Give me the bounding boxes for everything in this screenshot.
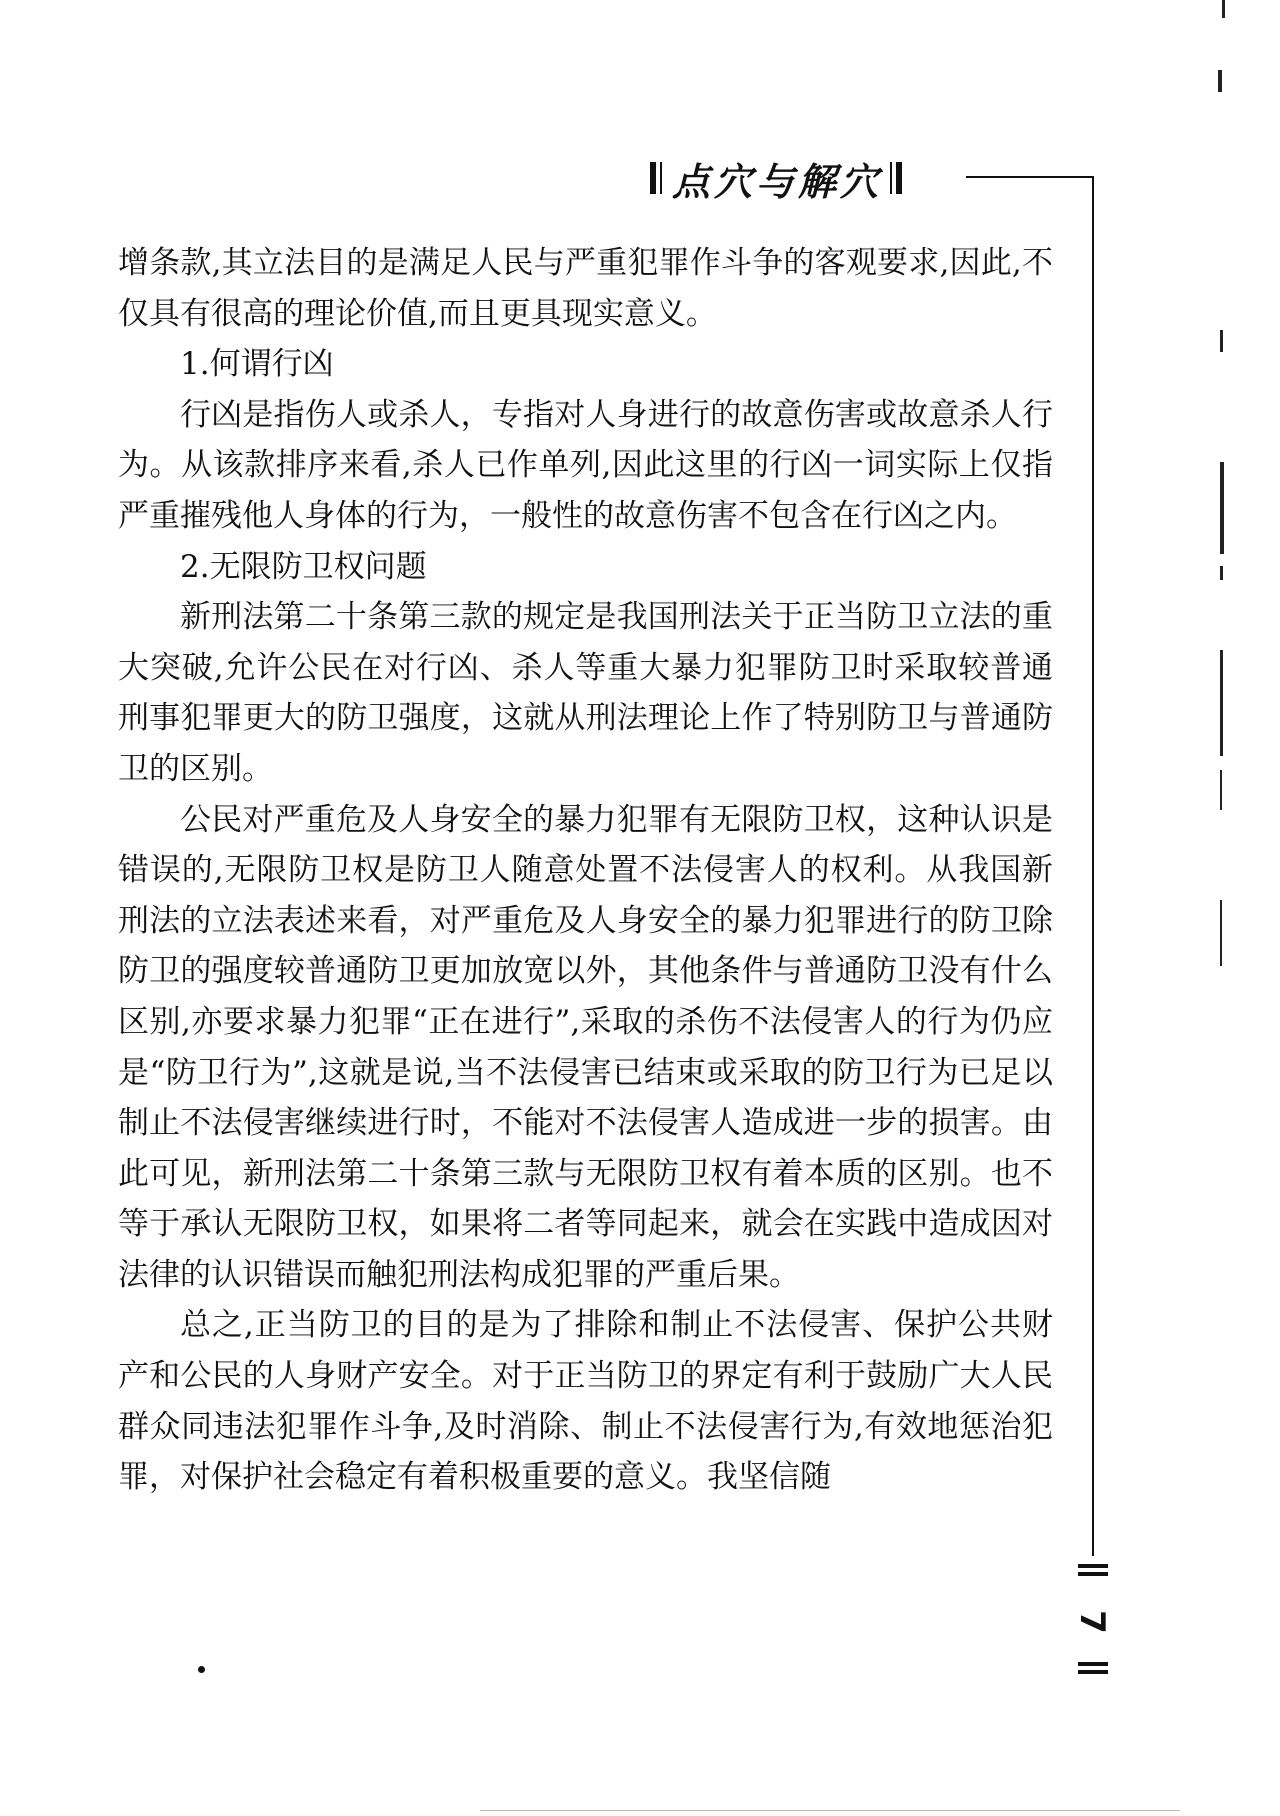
paragraph-heading: 2.无限防卫权问题 (180, 548, 427, 585)
paragraph: 增条款,其立法目的是满足人民与严重犯罪作斗争的客观要求,因此,不仅具有很高的理论价值,而且更具现实意义。 (118, 245, 1053, 332)
paragraph: 新刑法第二十条第三款的规定是我国刑法关于正当防卫立法的重大突破,允许公民在对行凶、杀人等重大暴力犯罪防卫时采取较普通刑事犯罪更大的防卫强度，这就从刑法理论上作了特别防卫与普通防卫的区别。 (118, 599, 1053, 787)
folio-bar (1078, 1572, 1108, 1576)
edge-mark (1220, 770, 1222, 810)
header-bar-right-thick (896, 162, 902, 194)
paragraph: 公民对严重危及人身安全的暴力犯罪有无限防卫权，这种认识是错误的,无限防卫权是防卫人随意处置不法侵害人的权利。从我国新刑法的立法表述来看，对严重危及人身安全的暴力犯罪进行的防卫除防卫的强度较普通防卫更加放宽以外，其他条件与普通防卫没有什么区别,亦要求暴力犯罪“正在进行”,采取的杀伤不法侵害人的行为仍应是“防卫行为”,这就是说,当不法侵害已结束或采取的防卫行为已足以制止不法侵害继续进行时，不能对不法侵害人造成进一步的损害。由此可见，新刑法第二十条第三款与无限防卫权有着本质的区别。也不等于承认无限防卫权，如果将二者等同起来，就会在实践中造成因对法律的认识错误而触犯刑法构成犯罪的严重后果。 (118, 801, 1053, 1293)
edge-mark (1220, 566, 1223, 580)
folio-bar (1078, 1662, 1108, 1666)
edge-mark (1220, 462, 1224, 554)
scan-speck (198, 1666, 205, 1673)
folio-bar (1078, 1670, 1108, 1674)
header-bar-right-thin (890, 162, 892, 194)
edge-mark (1218, 70, 1222, 92)
side-rule (1092, 176, 1094, 1556)
paragraph: 行凶是指伤人或杀人，专指对人身进行的故意伤害或故意杀人行为。从该款排序来看,杀人已作单列,因此这里的行凶一词实际上仅指严重摧残他人身体的行为，一般性的故意伤害不包含在行凶之内。 (118, 396, 1053, 534)
header-bar-left-thick (650, 162, 656, 194)
edge-mark (1222, 0, 1225, 18)
running-header (650, 148, 906, 208)
bottom-edge-line (480, 1810, 1180, 1811)
folio-bar (1078, 1564, 1108, 1568)
header-bar-left-thin (660, 162, 662, 194)
edge-mark (1220, 900, 1222, 966)
edge-mark (1220, 650, 1223, 756)
body-text (118, 238, 1053, 1503)
paragraph: 总之,正当防卫的目的是为了排除和制止不法侵害、保护公共财产和公民的人身财产安全。对于正当防卫的界定有利于鼓励广大人民群众同违法犯罪作斗争,及时消除、制止不法侵害行为,有效地惩治犯罪，对保护社会稳定有着积极重要的意义。我坚信随 (118, 1307, 1053, 1496)
page-number: 7 (1071, 1610, 1112, 1634)
edge-mark (1220, 330, 1223, 352)
header-rule (966, 176, 1094, 178)
paragraph-heading: 1.何谓行凶 (180, 346, 334, 383)
header-title: 点穴与解穴 (672, 159, 883, 204)
